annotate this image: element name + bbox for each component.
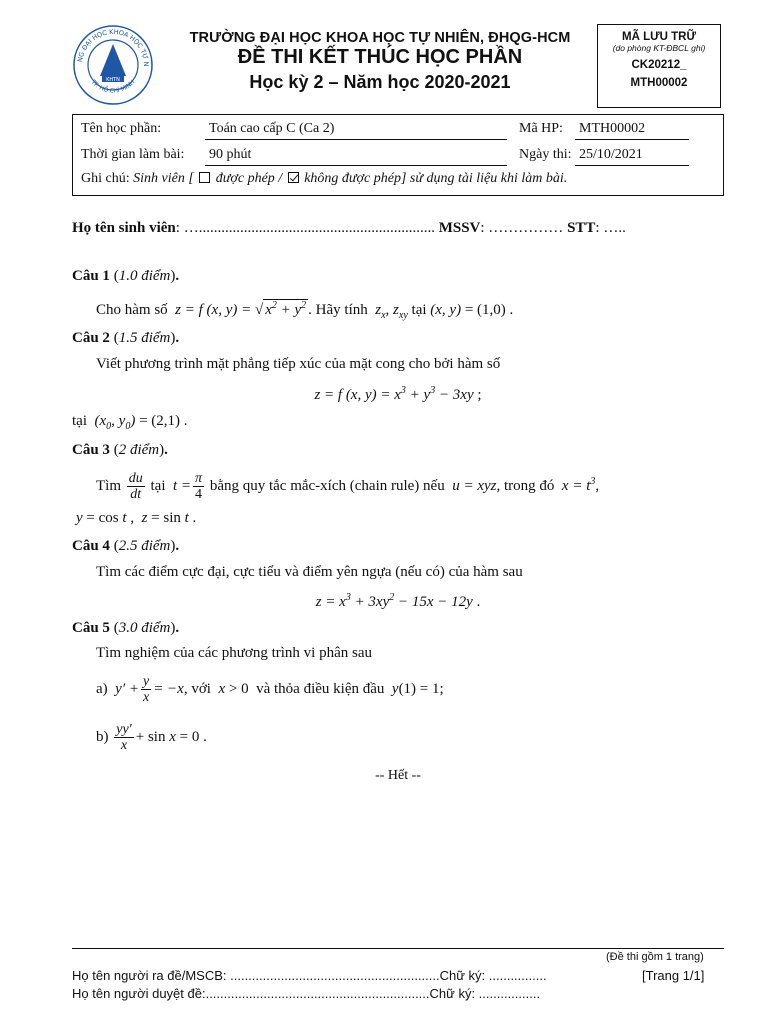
date-label: Ngày thi: [519,147,572,162]
q2-at: tại [72,413,87,429]
archive-note: (do phòng KT-ĐBCL ghi) [612,43,706,53]
q4-text: Tìm các điểm cực đại, cực tiểu và điểm yên ngựa (nếu có) của hàm sau [96,564,523,580]
question-1-heading [72,268,179,285]
code-label: Mã HP: [519,121,563,136]
archive-code-2: MTH00002 [630,77,688,89]
end-mark: -- Hết -- [375,768,421,783]
q5-part-b: b) $\frac{yy'}{x}$ + sin x = 0 . [96,722,207,753]
q3-text-1: Tìm [96,477,121,494]
q1-text-2: . Hãy tính [308,302,368,318]
archive-code-1: CK20212_ [631,59,687,71]
note-not-allowed: không được phép [304,171,401,186]
logo-center-text: KHTN [106,77,120,83]
du-dt-fraction: $\frac{du}{dt}$ [128,471,143,502]
stt-dots: : ….. [595,220,626,236]
question-3-heading [72,442,168,459]
archive-title: MÃ LƯU TRỮ [621,31,696,43]
q3-text-4: , trong đó [496,477,555,494]
exam-title: ĐỀ THI KẾT THÚC HỌC PHẦN [237,46,523,68]
mssv-dots: : …………… [480,220,564,236]
q1-derivatives: $z_x$, $z_{xy}$ [371,302,408,321]
q4-title: Câu 4 [72,538,110,554]
q5-points: (3.0 điểm). [113,620,180,636]
mssv-label: MSSV [438,220,481,236]
semester: Học kỳ 2 – Năm học 2020-2021 [249,72,511,92]
university-logo [72,24,154,106]
q1-points: (1.0 điểm). [113,268,180,284]
course-label: Tên học phần: [81,121,162,136]
not-allowed-checkbox [288,172,299,183]
author-line: Họ tên người ra đề/MSCB: ..........................................................Chữ ký: ................ [72,968,547,983]
q3-title: Câu 3 [72,442,110,458]
q1-point: (x, y) [430,302,462,318]
note-allowed: được phép / [215,171,283,186]
course-info-box [72,114,724,196]
question-5-heading [72,620,179,637]
yyprime-over-x-fraction: $\frac{yy'}{x}$ [116,722,132,753]
code-value: MTH00002 [575,121,689,140]
q2-text: Viết phương trình mặt phẳng tiếp xúc của mặt cong cho bởi hàm số [96,356,501,372]
note-text-1: Sinh viên [ [133,171,194,186]
q1-formula: z = f (x, y) = √ $x^2 + y^2$ [171,300,307,318]
y-over-x-fraction: $\frac{y}{x}$ [142,674,150,705]
q5a-text-1: , với [183,680,211,697]
q3-text-2: tại [150,477,166,494]
q4-formula: $z = x^3 + 3xy^2 - 15x - 12y$ . [315,592,481,610]
q2-point-line: tại ($x_0$, $y_0) = (2,1)$ . [72,413,188,432]
reviewer-line: Họ tên người duyệt đề:..............................................................Chữ ký: ................. [72,986,541,1001]
q2-title: Câu 2 [72,330,110,346]
q5-title: Câu 5 [72,620,110,636]
q4-points: (2.5 điểm). [113,538,180,554]
q5b-label: b) [96,728,109,745]
q1-text-1: Cho hàm số [96,302,168,318]
q1-title: Câu 1 [72,268,110,284]
page-number: [Trang 1/1] [642,968,705,983]
q5-text: Tìm nghiệm của các phương trình vi phân sau [96,645,372,661]
archive-code-box [597,24,721,108]
date-value: 25/10/2021 [575,147,689,166]
logo-bottom-text: TP. HỒ CHÍ MINH [89,78,137,95]
stt-label: STT [567,220,596,236]
duration-label: Thời gian làm bài: [81,147,185,162]
q5-part-a: a) y′ + $\frac{y}{x}$ = −x, với x > 0 và thỏa điều kiện đầu y(1) = 1; [96,674,444,705]
q3-points: (2 điểm). [113,442,168,458]
q5a-text-2: và thỏa điều kiện đầu [256,680,385,697]
q2-points: (1.5 điểm). [113,330,180,346]
student-name-label: Họ tên sinh viên [72,220,176,236]
logo-top-text: NG ĐẠI HỌC KHOA HỌC TỰ N [76,27,151,67]
pages-note: (Đề thi gồm 1 trang) [606,951,704,963]
course-value: Toán cao cấp C (Ca 2) [205,121,507,140]
q3-text-3: bằng quy tắc mắc-xích (chain rule) nếu [209,477,445,494]
question-1-body: Cho hàm số z = f (x, y) = √ $x^2 + y^2$ . Hãy tính $z_x$, $z_{xy}$ tại (x, y) = (1,0) . [96,300,514,321]
exam-header [160,30,600,93]
student-info-line [72,220,732,237]
q2-formula: z = f (x, $y) = x^3 + y^3 - 3xy$ ; [314,385,482,403]
q5a-label: a) [96,680,108,697]
q1-text-3: tại [411,302,427,318]
pi-over-4-fraction: $\frac{\pi}{4}$ [195,471,203,502]
note-text-2: ] sử dụng tài liệu khi làm bài. [400,171,568,186]
student-name-dots: : …............................................................... [175,220,435,236]
q3-definitions: y = cos t , z = sin t . [76,510,197,526]
note-label: Ghi chú: [81,171,130,186]
footer-divider [72,948,724,949]
allowed-checkbox [199,172,210,183]
question-2-heading [72,330,179,347]
university-name: TRƯỜNG ĐẠI HỌC KHOA HỌC TỰ NHIÊN, ĐHQG-HCM [189,30,571,46]
question-4-heading [72,538,179,555]
question-3-body: Tìm $\frac{du}{dt}$ tại t = $\frac{\pi}{4}$ bằng quy tắc mắc-xích (chain rule) nếu u = xyz, trong đó $x = t^3$, [96,471,600,502]
duration-value: 90 phút [205,147,507,166]
